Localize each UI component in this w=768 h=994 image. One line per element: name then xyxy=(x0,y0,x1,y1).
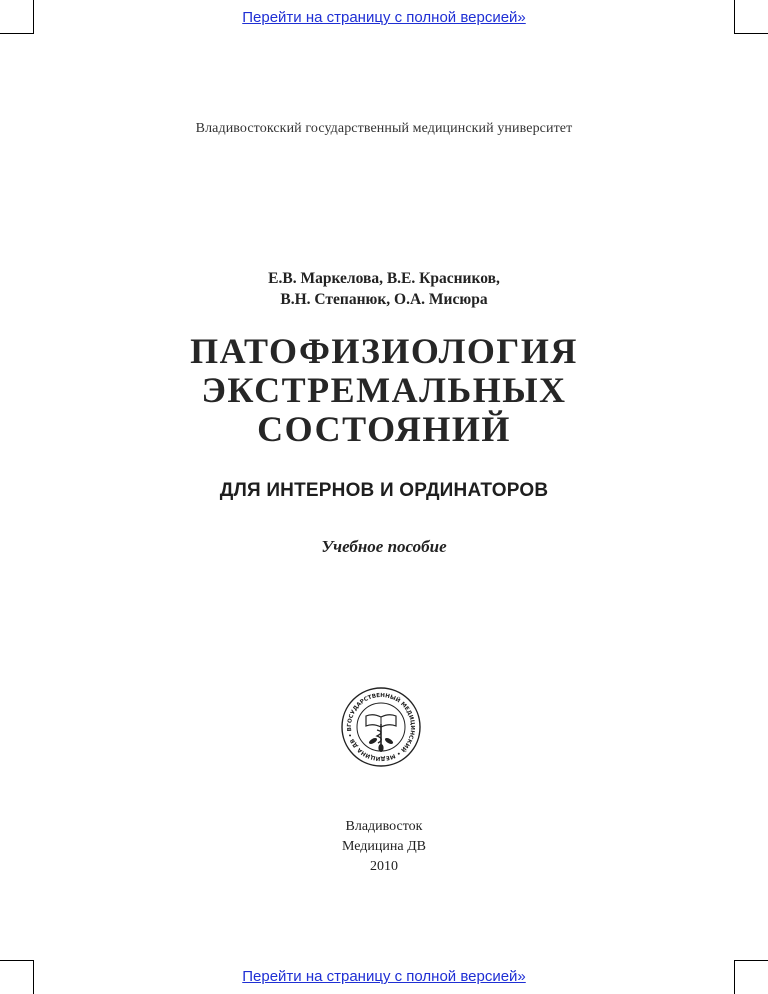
authors-line-1: Е.В. Маркелова, В.Е. Красников, xyxy=(268,270,500,287)
crop-mark-top-right-horizontal xyxy=(734,33,768,34)
university-name: Владивостокский государственный медицинский университет xyxy=(195,121,573,136)
imprint-publisher: Медицина ДВ xyxy=(342,839,426,854)
full-version-link-top[interactable]: Перейти на страницу с полной версией» xyxy=(242,9,526,26)
publisher-seal-icon xyxy=(340,686,422,768)
full-version-link-bottom[interactable]: Перейти на страницу с полной версией» xyxy=(242,968,526,985)
book-title-line-2: ЭКСТРЕМАЛЬНЫХ xyxy=(201,370,567,410)
imprint-city: Владивосток xyxy=(345,819,423,834)
imprint-year: 2010 xyxy=(370,859,398,874)
book-subtitle: ДЛЯ ИНТЕРНОВ И ОРДИНАТОРОВ xyxy=(219,480,549,501)
crop-mark-bottom-right-horizontal xyxy=(734,960,768,961)
crop-mark-bottom-left-horizontal xyxy=(0,960,34,961)
book-type: Учебное пособие xyxy=(321,537,447,556)
authors xyxy=(0,268,768,310)
imprint xyxy=(0,817,768,877)
book-title-line-1: ПАТОФИЗИОЛОГИЯ xyxy=(190,331,578,371)
crop-mark-top-left-horizontal xyxy=(0,33,34,34)
publisher-seal-graphic xyxy=(340,686,422,768)
seal-ring-text: ГОСУДАРСТВЕННЫЙ МЕДИЦИНСКИЙ • МЕДИЦИНА ДВ • В xyxy=(346,692,416,762)
book-title xyxy=(0,332,768,449)
authors-line-2: В.Н. Степанюк, О.А. Мисюра xyxy=(280,291,488,308)
book-title-line-3: СОСТОЯНИЙ xyxy=(257,409,511,449)
